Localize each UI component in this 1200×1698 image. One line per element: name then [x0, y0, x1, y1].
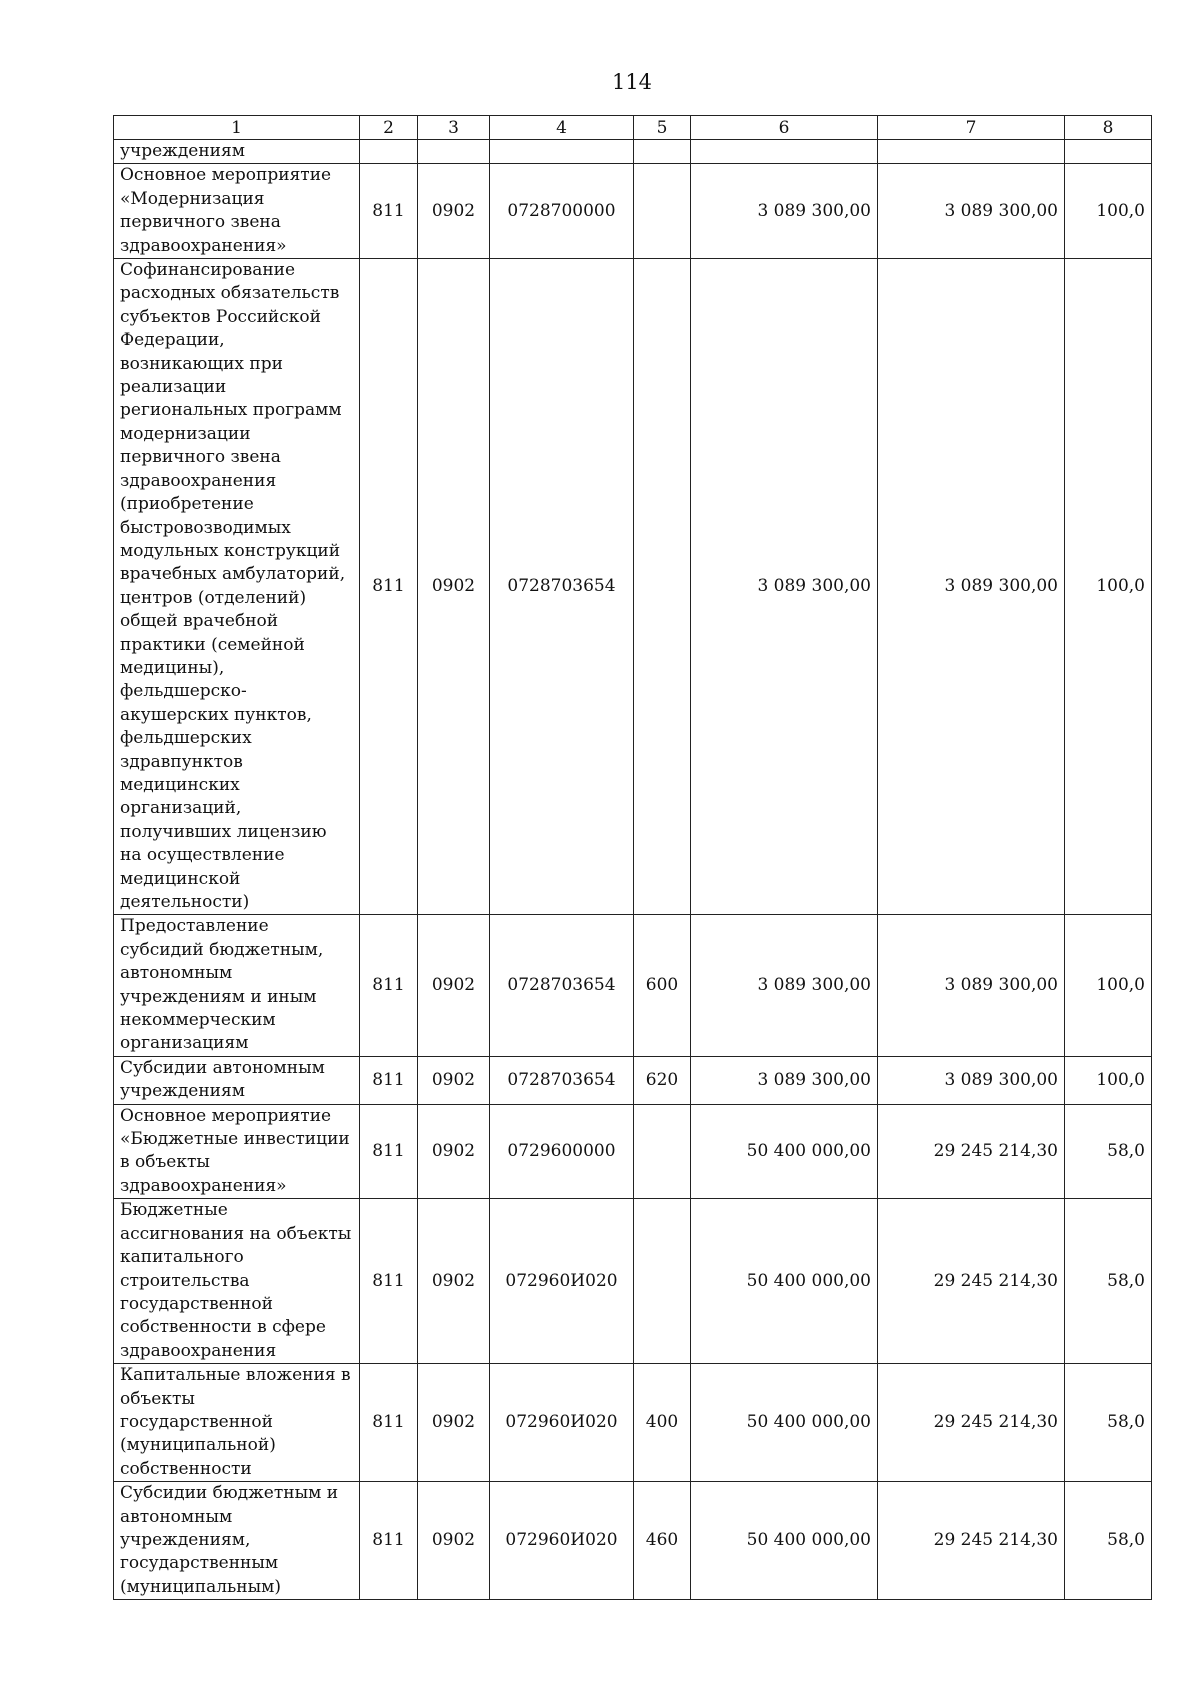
row-executed: 29 245 214,30: [878, 1482, 1065, 1600]
header-col-8: 8: [1065, 116, 1152, 140]
row-percent: 100,0: [1065, 915, 1152, 1056]
row-code-target: 0728703654: [490, 259, 634, 915]
row-code-section: [418, 140, 490, 164]
table-row: [114, 1056, 1152, 1104]
row-percent: 58,0: [1065, 1482, 1152, 1600]
row-code-section: 0902: [418, 915, 490, 1056]
row-code-ministry: 811: [360, 259, 418, 915]
row-code-section: 0902: [418, 1199, 490, 1364]
row-executed: 29 245 214,30: [878, 1364, 1065, 1482]
row-code-section: 0902: [418, 164, 490, 259]
table-row: [114, 915, 1152, 1056]
row-planned: [691, 140, 878, 164]
row-code-target: 072960И020: [490, 1482, 634, 1600]
table-row: [114, 140, 1152, 164]
row-code-target: 0728703654: [490, 915, 634, 1056]
row-executed: 29 245 214,30: [878, 1199, 1065, 1364]
row-code-section: 0902: [418, 259, 490, 915]
row-executed: 3 089 300,00: [878, 915, 1065, 1056]
row-executed: [878, 140, 1065, 164]
row-code-section: 0902: [418, 1056, 490, 1104]
table-row: [114, 164, 1152, 259]
row-percent: 100,0: [1065, 1056, 1152, 1104]
row-name: учреждениям: [114, 140, 360, 164]
row-planned: 3 089 300,00: [691, 915, 878, 1056]
row-code-ministry: 811: [360, 1056, 418, 1104]
row-name: Субсидии автономным учреждениям: [114, 1056, 360, 1104]
row-percent: 58,0: [1065, 1104, 1152, 1199]
row-code-ministry: 811: [360, 1482, 418, 1600]
table-row: [114, 1364, 1152, 1482]
row-name: Субсидии бюджетным и автономным учреждениям, государственным (муниципальным): [114, 1482, 360, 1600]
row-planned: 3 089 300,00: [691, 1056, 878, 1104]
row-code-expense: [634, 140, 691, 164]
row-planned: 50 400 000,00: [691, 1199, 878, 1364]
row-executed: 3 089 300,00: [878, 1056, 1065, 1104]
header-col-4: 4: [490, 116, 634, 140]
header-col-5: 5: [634, 116, 691, 140]
table-header-row: [114, 116, 1152, 140]
header-col-1: 1: [114, 116, 360, 140]
row-code-ministry: 811: [360, 1199, 418, 1364]
row-code-section: 0902: [418, 1364, 490, 1482]
row-code-expense: [634, 164, 691, 259]
row-code-expense: [634, 1199, 691, 1364]
row-code-expense: 400: [634, 1364, 691, 1482]
row-executed: 3 089 300,00: [878, 164, 1065, 259]
table-row: [114, 1482, 1152, 1600]
row-code-section: 0902: [418, 1104, 490, 1199]
row-percent: [1065, 140, 1152, 164]
row-code-ministry: 811: [360, 1104, 418, 1199]
row-percent: 100,0: [1065, 164, 1152, 259]
row-executed: 29 245 214,30: [878, 1104, 1065, 1199]
row-code-target: [490, 140, 634, 164]
row-code-target: 072960И020: [490, 1364, 634, 1482]
header-col-2: 2: [360, 116, 418, 140]
row-executed: 3 089 300,00: [878, 259, 1065, 915]
row-percent: 58,0: [1065, 1199, 1152, 1364]
row-code-ministry: 811: [360, 915, 418, 1056]
row-code-expense: [634, 1104, 691, 1199]
row-name: Основное мероприятие «Бюджетные инвестиции в объекты здравоохранения»: [114, 1104, 360, 1199]
row-code-expense: 460: [634, 1482, 691, 1600]
row-code-target: 0728703654: [490, 1056, 634, 1104]
table-row: [114, 259, 1152, 915]
header-col-3: 3: [418, 116, 490, 140]
table-row: [114, 1199, 1152, 1364]
row-code-target: 0728700000: [490, 164, 634, 259]
row-code-target: 0729600000: [490, 1104, 634, 1199]
row-name: Основное мероприятие «Модернизация первичного звена здравоохранения»: [114, 164, 360, 259]
header-col-6: 6: [691, 116, 878, 140]
row-name: Капитальные вложения в объекты государственной (муниципальной) собственности: [114, 1364, 360, 1482]
table-row: [114, 1104, 1152, 1199]
row-name: Софинансирование расходных обязательств субъектов Российской Федерации, возникающих при реализации региональных программ модернизации первичного звена здравоохранения (приобретение быстровозводимых модульных конструкций врачебных амбулаторий, центров (отделений) общей врачебной практики (семейной медицины), фельдшерско-акушерских пунктов, фельдшерских здравпунктов медицинских организаций, получивших лицензию на осуществление медицинской деятельности): [114, 259, 360, 915]
budget-table: [113, 115, 1152, 1600]
row-code-expense: [634, 259, 691, 915]
row-percent: 58,0: [1065, 1364, 1152, 1482]
row-code-expense: 620: [634, 1056, 691, 1104]
row-planned: 50 400 000,00: [691, 1482, 878, 1600]
row-planned: 50 400 000,00: [691, 1104, 878, 1199]
row-code-ministry: 811: [360, 1364, 418, 1482]
row-planned: 3 089 300,00: [691, 164, 878, 259]
row-name: Предоставление субсидий бюджетным, автономным учреждениям и иным некоммерческим организациям: [114, 915, 360, 1056]
row-code-expense: 600: [634, 915, 691, 1056]
row-code-target: 072960И020: [490, 1199, 634, 1364]
row-planned: 50 400 000,00: [691, 1364, 878, 1482]
header-col-7: 7: [878, 116, 1065, 140]
row-code-ministry: 811: [360, 164, 418, 259]
row-name: Бюджетные ассигнования на объекты капитального строительства государственной собственности в сфере здравоохранения: [114, 1199, 360, 1364]
row-code-ministry: [360, 140, 418, 164]
row-code-section: 0902: [418, 1482, 490, 1600]
row-percent: 100,0: [1065, 259, 1152, 915]
row-planned: 3 089 300,00: [691, 259, 878, 915]
page-number: 114: [611, 70, 653, 94]
